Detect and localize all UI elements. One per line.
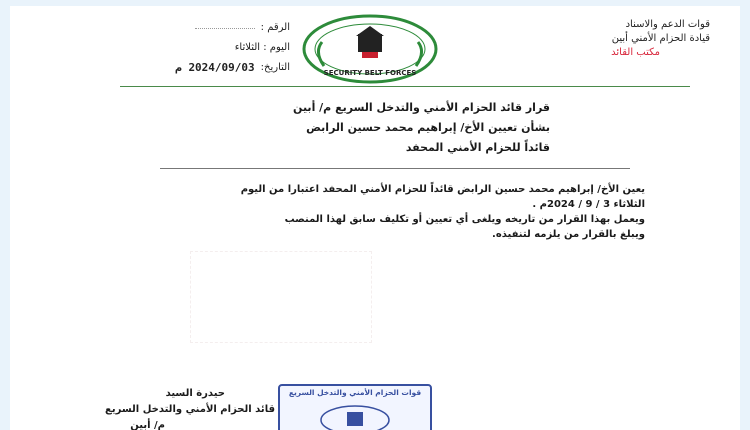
body-paragraph-4: ويبلغ بالقرار من يلزمه لتنفيذه. bbox=[492, 229, 645, 240]
reference-header bbox=[130, 18, 290, 78]
body-paragraph-1: يعين الأخ/ إبراهيم محمد حسين الرابض قائداً للحزام الأمني المحفد اعتبارا من اليوم bbox=[240, 184, 645, 195]
org-line-1: قوات الدعم والاسناد bbox=[625, 19, 710, 30]
signer-area: م/ أبين bbox=[130, 420, 165, 430]
security-belt-emblem-icon bbox=[300, 12, 440, 86]
title-line-3: قائداً للحزام الأمني المحفد bbox=[405, 141, 550, 154]
title-line-2: بشأن تعيين الأخ/ إبراهيم محمد حسين الرابض bbox=[306, 121, 550, 134]
stamp-seal-icon bbox=[280, 386, 430, 430]
title-line-1: قرار قائد الحزام الأمني والتدخل السريع م/ أبين bbox=[293, 101, 550, 114]
day-label: اليوم : الثلاثاء bbox=[234, 42, 290, 53]
decision-body bbox=[85, 182, 645, 242]
organization-header bbox=[510, 18, 710, 60]
stamp-text: قوات الحزام الأمني والتدخل السريع bbox=[288, 388, 422, 397]
signature-block bbox=[65, 386, 275, 430]
header-divider bbox=[120, 86, 690, 87]
date-label: التاريخ: bbox=[260, 62, 290, 73]
org-line-2: قيادة الحزام الأمني أبين bbox=[611, 33, 710, 44]
signer-title: قائد الحزام الأمني والتدخل السريع bbox=[105, 404, 275, 415]
date-value: 2024/09/03 م bbox=[175, 61, 255, 74]
ref-blank bbox=[195, 18, 255, 29]
org-line-3: مكتب القائد bbox=[611, 47, 660, 58]
watermark-area bbox=[190, 251, 372, 343]
title-divider bbox=[160, 168, 630, 169]
official-stamp bbox=[278, 384, 432, 430]
document-sheet bbox=[10, 6, 740, 430]
ref-label: الرقم : bbox=[260, 22, 290, 33]
body-paragraph-2: الثلاثاء 3 / 9 / 2024م . bbox=[532, 199, 645, 210]
body-paragraph-3: ويعمل بهذا القرار من تاريخه ويلغى أي تعيين أو تكليف سابق لهذا المنصب bbox=[284, 214, 645, 225]
emblem-text: SECURITY BELT FORCES bbox=[323, 69, 417, 77]
signer-name: حيدرة السيد bbox=[165, 388, 225, 399]
decision-title bbox=[130, 98, 550, 158]
